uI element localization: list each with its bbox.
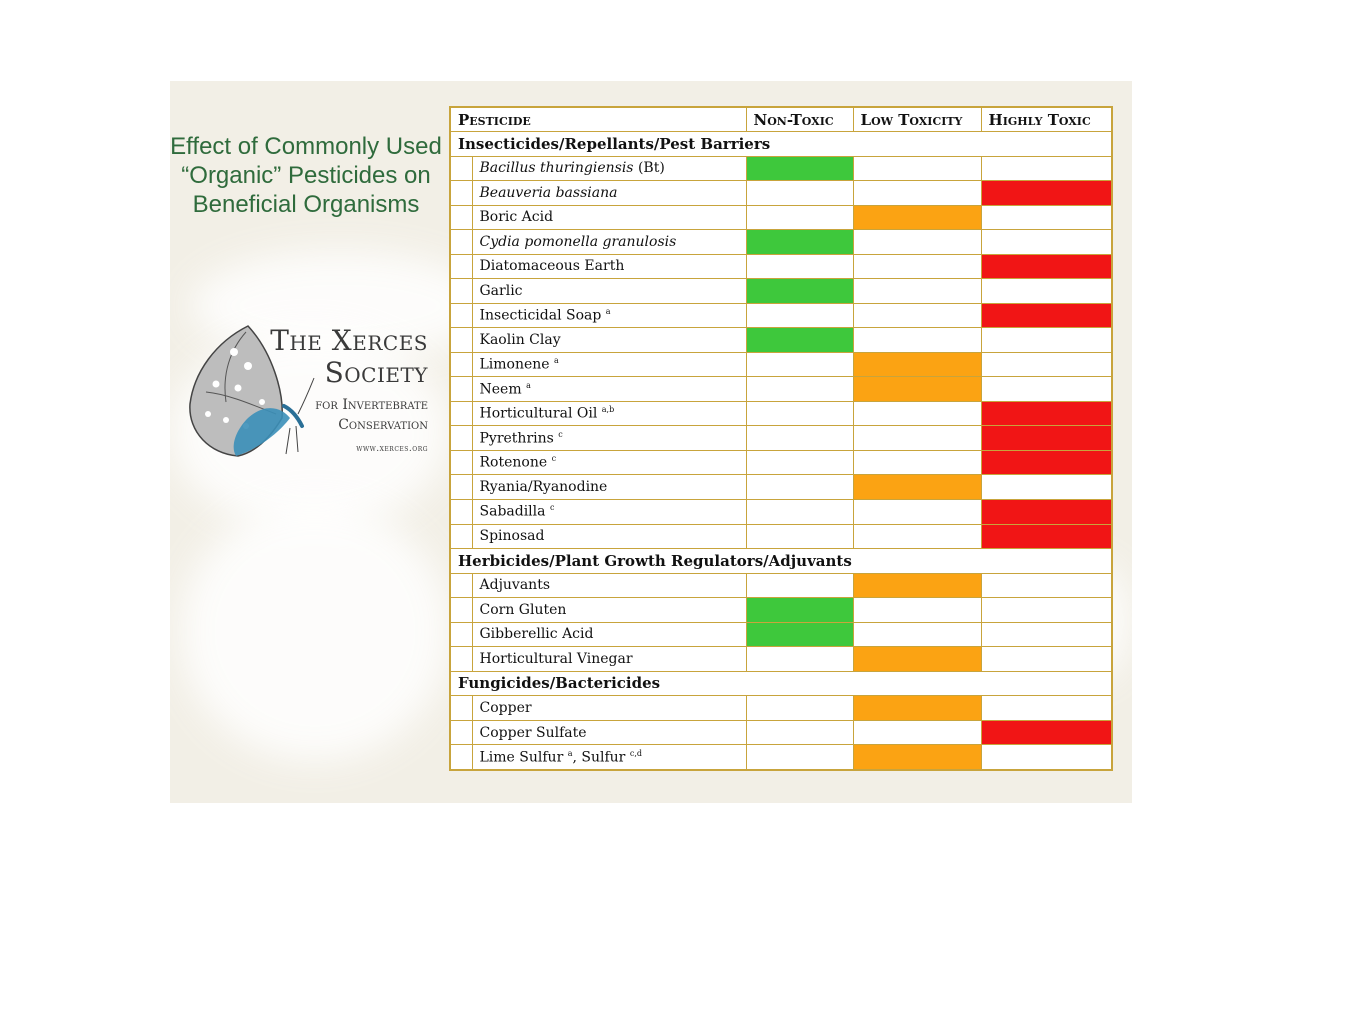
pesticide-name-cell (472, 720, 746, 745)
highly-toxic-cell (981, 156, 1112, 181)
highly-toxic-cell (981, 254, 1112, 279)
low-toxicity-cell (853, 499, 981, 524)
indent-cell (450, 156, 472, 181)
non-toxic-cell (746, 647, 853, 672)
indent-cell (450, 254, 472, 279)
pesticide-name-cell (472, 696, 746, 721)
footnote-marker: c,d (629, 748, 642, 758)
pesticide-name-cell (472, 181, 746, 206)
indent-cell (450, 352, 472, 377)
highly-toxic-cell (981, 598, 1112, 623)
low-toxicity-cell (853, 205, 981, 230)
pesticide-name: Rotenone (479, 455, 548, 471)
footnote-marker: c (549, 503, 555, 513)
indent-cell (450, 475, 472, 500)
pesticide-name: Garlic (479, 282, 523, 299)
pesticide-name-suffix: , Sulfur (572, 749, 626, 766)
table-row (450, 401, 1112, 426)
pesticide-name: Horticultural Oil (479, 405, 598, 422)
low-toxicity-cell (853, 401, 981, 426)
pesticide-name: Sabadilla (479, 504, 546, 521)
highly-toxic-cell (981, 499, 1112, 524)
low-toxicity-cell (853, 573, 981, 598)
pesticide-name-cell (472, 279, 746, 304)
table-row (450, 696, 1112, 721)
pesticide-name-cell (472, 230, 746, 255)
non-toxic-cell (746, 696, 853, 721)
table-row (450, 573, 1112, 598)
pesticide-name-cell (472, 524, 746, 549)
highly-toxic-cell (981, 720, 1112, 745)
non-toxic-cell (746, 524, 853, 549)
non-toxic-cell (746, 205, 853, 230)
table-row (450, 475, 1112, 500)
non-toxic-cell (746, 450, 853, 475)
non-toxic-cell (746, 499, 853, 524)
non-toxic-cell (746, 377, 853, 402)
header-low-toxicity: Low Toxicity (853, 107, 981, 132)
indent-cell (450, 450, 472, 475)
category-label: Herbicides/Plant Growth Regulators/Adjuvants (450, 549, 1112, 574)
highly-toxic-cell (981, 328, 1112, 353)
indent-cell (450, 622, 472, 647)
highly-toxic-cell (981, 622, 1112, 647)
indent-cell (450, 181, 472, 206)
pesticide-name-cell (472, 377, 746, 402)
xerces-logo (186, 322, 436, 462)
low-toxicity-cell (853, 181, 981, 206)
footnote-marker: a (554, 356, 559, 366)
pesticide-name: Boric Acid (479, 209, 554, 226)
table-row (450, 622, 1112, 647)
non-toxic-cell (746, 401, 853, 426)
logo-line-2: Society (324, 356, 428, 389)
footnote-marker: c (558, 429, 563, 439)
table-row (450, 745, 1112, 770)
pesticide-name-cell (472, 328, 746, 353)
indent-cell (450, 205, 472, 230)
pesticide-name-cell (472, 622, 746, 647)
highly-toxic-cell (981, 303, 1112, 328)
non-toxic-cell (746, 720, 853, 745)
indent-cell (450, 426, 472, 451)
low-toxicity-cell (853, 426, 981, 451)
pesticide-name: Spinosad (479, 528, 545, 545)
pesticide-name-cell (472, 352, 746, 377)
table-row (450, 156, 1112, 181)
table-row (450, 720, 1112, 745)
table-row (450, 230, 1112, 255)
non-toxic-cell (746, 475, 853, 500)
highly-toxic-cell (981, 745, 1112, 770)
highly-toxic-cell (981, 230, 1112, 255)
highly-toxic-cell (981, 573, 1112, 598)
footnote-marker: a (526, 380, 531, 390)
non-toxic-cell (746, 622, 853, 647)
highly-toxic-cell (981, 524, 1112, 549)
indent-cell (450, 328, 472, 353)
highly-toxic-cell (981, 205, 1112, 230)
low-toxicity-cell (853, 328, 981, 353)
page-title: Effect of Commonly Used “Organic” Pesticides on Beneficial Organisms (170, 133, 442, 218)
table-row (450, 499, 1112, 524)
pesticide-toxicity-table (449, 106, 1113, 771)
pesticide-name: Diatomaceous Earth (479, 258, 625, 275)
table-row (450, 303, 1112, 328)
non-toxic-cell (746, 352, 853, 377)
footnote-marker: a (567, 748, 573, 758)
indent-cell (450, 647, 472, 672)
non-toxic-cell (746, 279, 853, 304)
pesticide-name-cell (472, 573, 746, 598)
pesticide-name-cell (472, 475, 746, 500)
pesticide-name: Horticultural Vinegar (479, 650, 633, 667)
non-toxic-cell (746, 598, 853, 623)
indent-cell (450, 720, 472, 745)
pesticide-name-cell (472, 303, 746, 328)
pesticide-name: Kaolin Clay (479, 332, 561, 349)
category-label: Insecticides/Repellants/Pest Barriers (450, 132, 1112, 157)
pesticide-name: Copper Sulfate (479, 724, 587, 741)
low-toxicity-cell (853, 156, 981, 181)
table-row (450, 524, 1112, 549)
pesticide-name: Gibberellic Acid (479, 626, 594, 643)
table-row (450, 426, 1112, 451)
header-pesticide: Pesticide (450, 107, 746, 132)
low-toxicity-cell (853, 279, 981, 304)
table-header-row (450, 107, 1112, 132)
pesticide-name: Neem (479, 381, 522, 398)
pesticide-name: Limonene (479, 356, 550, 373)
indent-cell (450, 230, 472, 255)
indent-cell (450, 598, 472, 623)
highly-toxic-cell (981, 181, 1112, 206)
highly-toxic-cell (981, 279, 1112, 304)
pesticide-name: Cydia pomonella granulosis (479, 233, 677, 250)
low-toxicity-cell (853, 524, 981, 549)
indent-cell (450, 499, 472, 524)
low-toxicity-cell (853, 475, 981, 500)
category-row (450, 132, 1112, 157)
category-label: Fungicides/Bactericides (450, 671, 1112, 696)
low-toxicity-cell (853, 598, 981, 623)
low-toxicity-cell (853, 303, 981, 328)
pesticide-name-cell (472, 254, 746, 279)
highly-toxic-cell (981, 401, 1112, 426)
low-toxicity-cell (853, 647, 981, 672)
table-row (450, 254, 1112, 279)
indent-cell (450, 696, 472, 721)
indent-cell (450, 279, 472, 304)
low-toxicity-cell (853, 230, 981, 255)
table-row (450, 598, 1112, 623)
non-toxic-cell (746, 181, 853, 206)
indent-cell (450, 401, 472, 426)
pesticide-name: Insecticidal Soap (479, 307, 602, 324)
pesticide-name: Adjuvants (479, 577, 551, 594)
logo-line-1: The Xerces (270, 324, 428, 357)
non-toxic-cell (746, 745, 853, 770)
non-toxic-cell (746, 426, 853, 451)
logo-url: www.xerces.org (356, 444, 428, 454)
highly-toxic-cell (981, 377, 1112, 402)
pesticide-name-suffix: (Bt) (633, 160, 665, 177)
low-toxicity-cell (853, 450, 981, 475)
highly-toxic-cell (981, 426, 1112, 451)
table-row (450, 181, 1112, 206)
table-row (450, 205, 1112, 230)
category-row (450, 671, 1112, 696)
pesticide-name-cell (472, 401, 746, 426)
low-toxicity-cell (853, 254, 981, 279)
indent-cell (450, 524, 472, 549)
low-toxicity-cell (853, 745, 981, 770)
highly-toxic-cell (981, 352, 1112, 377)
non-toxic-cell (746, 303, 853, 328)
indent-cell (450, 573, 472, 598)
low-toxicity-cell (853, 720, 981, 745)
table-body (450, 132, 1112, 771)
pesticide-name-cell (472, 426, 746, 451)
pesticide-name-cell (472, 499, 746, 524)
low-toxicity-cell (853, 352, 981, 377)
pesticide-name: Copper (479, 699, 532, 716)
low-toxicity-cell (853, 696, 981, 721)
table-row (450, 328, 1112, 353)
low-toxicity-cell (853, 377, 981, 402)
indent-cell (450, 303, 472, 328)
pesticide-name-cell (472, 647, 746, 672)
table-row (450, 377, 1112, 402)
pesticide-name: Ryania/Ryanodine (479, 479, 608, 496)
pesticide-name: Pyrethrins (479, 430, 554, 447)
pesticide-name: Corn Gluten (479, 601, 567, 618)
indent-cell (450, 377, 472, 402)
table-row (450, 647, 1112, 672)
header-highly-toxic: Highly Toxic (981, 107, 1112, 132)
non-toxic-cell (746, 230, 853, 255)
logo-line-4: Conservation (338, 417, 428, 433)
highly-toxic-cell (981, 475, 1112, 500)
non-toxic-cell (746, 573, 853, 598)
pesticide-name-cell (472, 598, 746, 623)
pesticide-name-cell (472, 745, 746, 770)
pesticide-name: Bacillus thuringiensis (479, 160, 634, 177)
header-non-toxic: Non-Toxic (746, 107, 853, 132)
table-row (450, 450, 1112, 475)
pesticide-name-cell (472, 205, 746, 230)
pesticide-name-cell (472, 156, 746, 181)
pesticide-name: Beauveria bassiana (479, 184, 618, 201)
non-toxic-cell (746, 328, 853, 353)
highly-toxic-cell (981, 450, 1112, 475)
table-row (450, 352, 1112, 377)
non-toxic-cell (746, 254, 853, 279)
non-toxic-cell (746, 156, 853, 181)
category-row (450, 549, 1112, 574)
footnote-marker: a,b (601, 405, 615, 415)
highly-toxic-cell (981, 647, 1112, 672)
table-row (450, 279, 1112, 304)
pesticide-name-cell (472, 450, 746, 475)
pesticide-name: Lime Sulfur (479, 749, 564, 766)
low-toxicity-cell (853, 622, 981, 647)
indent-cell (450, 745, 472, 770)
logo-line-3: for Invertebrate (315, 397, 428, 413)
footnote-marker: a (605, 307, 611, 317)
footnote-marker: c (551, 454, 557, 464)
highly-toxic-cell (981, 696, 1112, 721)
